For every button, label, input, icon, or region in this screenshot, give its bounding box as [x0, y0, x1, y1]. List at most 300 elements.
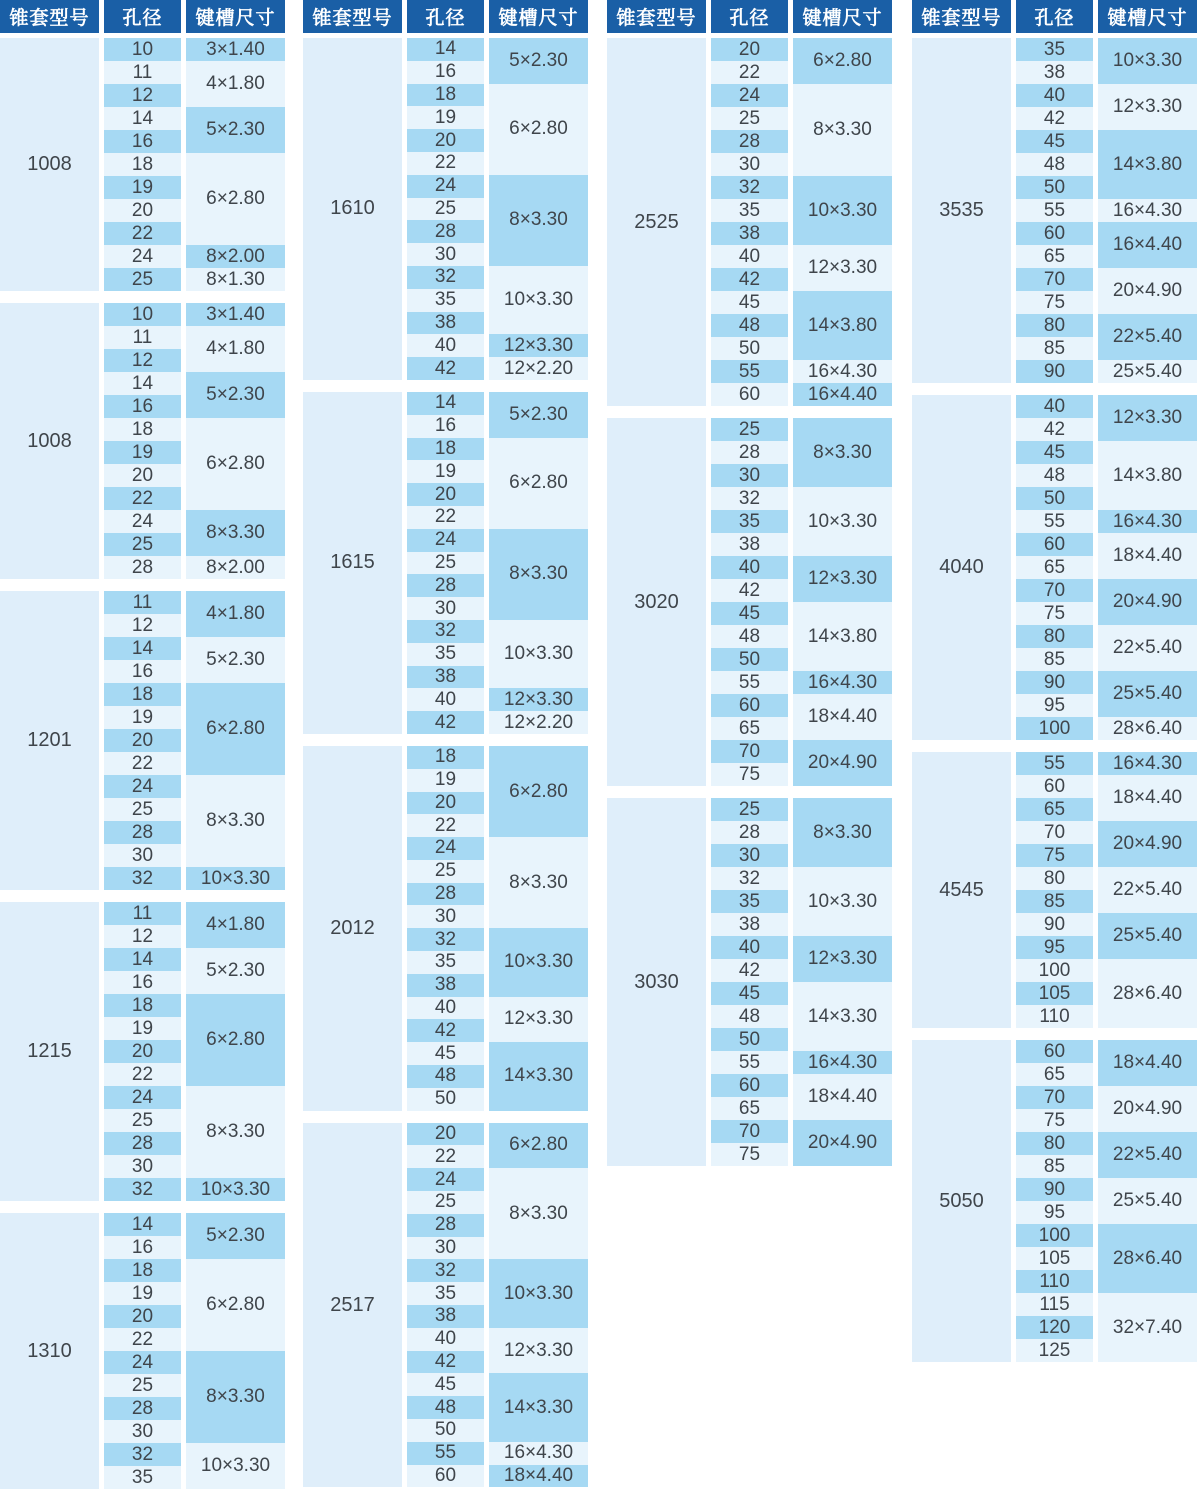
- keyway-cell: 12×3.30: [489, 997, 588, 1043]
- bore-cell: 22: [407, 814, 484, 837]
- bore-cell: 25: [407, 860, 484, 883]
- bore-cell: 16: [104, 971, 181, 994]
- bore-cell: 40: [407, 334, 484, 357]
- keyway-cell: 5×2.30: [186, 948, 285, 994]
- bore-cell: 24: [104, 245, 181, 268]
- bore-cell: 55: [407, 1442, 484, 1465]
- model-cell: 4040: [912, 395, 1011, 740]
- keyway-cell: 8×2.00: [186, 556, 285, 579]
- bore-cell: 50: [711, 1028, 788, 1051]
- bore-cell: 32: [104, 867, 181, 890]
- header-cell-model: 锥套型号: [303, 0, 402, 33]
- keyway-cell: 12×3.30: [489, 1328, 588, 1374]
- keyway-cell: 8×3.30: [489, 175, 588, 266]
- keyway-cell: 20×4.90: [1098, 579, 1197, 625]
- bore-cell: 22: [104, 1328, 181, 1351]
- column-group-2: [303, 0, 588, 1499]
- keyway-cell: 22×5.40: [1098, 314, 1197, 360]
- keyway-cell: 10×3.30: [1098, 38, 1197, 84]
- keyway-cell: 12×3.30: [489, 334, 588, 357]
- bore-cell: 19: [104, 1282, 181, 1305]
- bore-cell: 60: [1016, 533, 1093, 556]
- bore-cell: 12: [104, 349, 181, 372]
- keyway-cell: 20×4.90: [1098, 1086, 1197, 1132]
- bore-cell: 90: [1016, 671, 1093, 694]
- keyway-cell: 14×3.80: [793, 291, 892, 360]
- bore-cell: 30: [407, 243, 484, 266]
- bore-cell: 19: [104, 1017, 181, 1040]
- bore-cell: 38: [407, 312, 484, 335]
- bore-cell: 60: [711, 694, 788, 717]
- header-row: [0, 0, 285, 33]
- bore-cell: 32: [407, 266, 484, 289]
- bore-cell: 50: [407, 1088, 484, 1111]
- model-cell: 1008: [0, 303, 99, 579]
- bore-cell: 45: [711, 982, 788, 1005]
- keyway-cell: 14×3.80: [793, 602, 892, 671]
- bore-cell: 38: [711, 222, 788, 245]
- bore-cell: 90: [1016, 360, 1093, 383]
- bore-cell: 18: [104, 994, 181, 1017]
- bore-cell: 25: [104, 1374, 181, 1397]
- model-cell: 2517: [303, 1123, 402, 1488]
- bore-cell: 30: [407, 597, 484, 620]
- spec-table-3030: [607, 798, 892, 1166]
- bore-cell: 80: [1016, 1132, 1093, 1155]
- keyway-cell: 12×3.30: [793, 556, 892, 602]
- keyway-cell: 10×3.30: [489, 266, 588, 334]
- model-cell: 3030: [607, 798, 706, 1166]
- bore-cell: 40: [711, 556, 788, 579]
- keyway-cell: 10×3.30: [793, 176, 892, 245]
- bore-cell: 24: [711, 84, 788, 107]
- bore-cell: 50: [1016, 487, 1093, 510]
- column-group-3: [607, 0, 892, 1178]
- bore-cell: 28: [711, 821, 788, 844]
- keyway-cell: 22×5.40: [1098, 625, 1197, 671]
- keyway-cell: 10×3.30: [489, 620, 588, 688]
- bore-cell: 22: [711, 61, 788, 84]
- bore-cell: 35: [407, 1282, 484, 1305]
- spec-table-2012: [303, 746, 588, 1111]
- keyway-cell: 8×3.30: [489, 837, 588, 928]
- header-cell-keyway: 键槽尺寸: [489, 0, 588, 33]
- bore-cell: 25: [104, 533, 181, 556]
- bore-cell: 16: [407, 415, 484, 438]
- bore-cell: 50: [711, 648, 788, 671]
- bore-cell: 18: [407, 84, 484, 107]
- bore-cell: 42: [407, 357, 484, 380]
- bore-cell: 42: [407, 711, 484, 734]
- bore-cell: 20: [104, 464, 181, 487]
- bore-cell: 105: [1016, 1247, 1093, 1270]
- keyway-cell: 8×3.30: [793, 798, 892, 867]
- bore-cell: 38: [407, 1305, 484, 1328]
- bore-cell: 55: [711, 360, 788, 383]
- bore-cell: 55: [1016, 199, 1093, 222]
- bore-cell: 38: [407, 974, 484, 997]
- bore-cell: 20: [104, 199, 181, 222]
- bore-cell: 24: [407, 1168, 484, 1191]
- bore-cell: 60: [1016, 222, 1093, 245]
- keyway-cell: 16×4.30: [1098, 510, 1197, 533]
- bore-cell: 35: [711, 890, 788, 913]
- bore-cell: 32: [711, 867, 788, 890]
- bore-cell: 40: [407, 688, 484, 711]
- bore-cell: 75: [1016, 291, 1093, 314]
- keyway-cell: 6×2.80: [489, 1123, 588, 1169]
- bore-cell: 10: [104, 38, 181, 61]
- bore-cell: 48: [711, 314, 788, 337]
- keyway-cell: 12×2.20: [489, 711, 588, 734]
- keyway-cell: 8×3.30: [186, 775, 285, 867]
- header-cell-model: 锥套型号: [607, 0, 706, 33]
- header-cell-bore: 孔径: [1016, 0, 1093, 33]
- bore-cell: 20: [711, 38, 788, 61]
- bore-cell: 65: [711, 717, 788, 740]
- bore-cell: 28: [407, 883, 484, 906]
- bore-cell: 18: [104, 683, 181, 706]
- bore-cell: 35: [407, 289, 484, 312]
- column-group-4: [912, 0, 1197, 1374]
- bore-cell: 45: [1016, 441, 1093, 464]
- keyway-cell: 12×3.30: [793, 936, 892, 982]
- bore-cell: 115: [1016, 1293, 1093, 1316]
- bore-cell: 45: [1016, 130, 1093, 153]
- bore-cell: 55: [711, 1051, 788, 1074]
- bore-cell: 42: [1016, 418, 1093, 441]
- bore-cell: 28: [104, 1132, 181, 1155]
- bore-cell: 14: [407, 392, 484, 415]
- keyway-cell: 28×6.40: [1098, 1224, 1197, 1293]
- bore-cell: 65: [1016, 245, 1093, 268]
- spec-table-1615: [303, 392, 588, 734]
- bore-cell: 11: [104, 591, 181, 614]
- bore-cell: 32: [711, 176, 788, 199]
- bore-cell: 110: [1016, 1270, 1093, 1293]
- bore-cell: 19: [104, 706, 181, 729]
- bore-cell: 19: [407, 769, 484, 792]
- bore-cell: 100: [1016, 1224, 1093, 1247]
- header-cell-keyway: 键槽尺寸: [186, 0, 285, 33]
- bore-cell: 19: [104, 176, 181, 199]
- bore-cell: 24: [104, 510, 181, 533]
- bore-cell: 65: [711, 1097, 788, 1120]
- bore-cell: 25: [104, 1109, 181, 1132]
- bore-cell: 60: [407, 1465, 484, 1488]
- bore-cell: 20: [407, 483, 484, 506]
- bore-cell: 60: [711, 1074, 788, 1097]
- bore-cell: 18: [104, 1259, 181, 1282]
- model-cell: 1310: [0, 1213, 99, 1489]
- bore-cell: 48: [1016, 464, 1093, 487]
- spec-table-2525: [607, 38, 892, 406]
- model-cell: 1615: [303, 392, 402, 734]
- bore-cell: 70: [711, 740, 788, 763]
- bore-cell: 16: [104, 395, 181, 418]
- bore-cell: 22: [407, 152, 484, 175]
- bore-cell: 42: [711, 268, 788, 291]
- keyway-cell: 4×1.80: [186, 326, 285, 372]
- keyway-cell: 4×1.80: [186, 902, 285, 948]
- keyway-cell: 6×2.80: [186, 153, 285, 245]
- bore-cell: 20: [104, 1305, 181, 1328]
- bore-cell: 32: [104, 1443, 181, 1466]
- bore-cell: 25: [104, 798, 181, 821]
- bore-cell: 60: [1016, 775, 1093, 798]
- keyway-cell: 16×4.30: [489, 1442, 588, 1465]
- keyway-cell: 8×3.30: [793, 84, 892, 176]
- bore-cell: 40: [1016, 395, 1093, 418]
- header-cell-keyway: 键槽尺寸: [793, 0, 892, 33]
- bore-cell: 75: [711, 1143, 788, 1166]
- keyway-cell: 20×4.90: [793, 1120, 892, 1166]
- bore-cell: 100: [1016, 959, 1093, 982]
- spec-table-1008: [0, 303, 285, 579]
- keyway-cell: 10×3.30: [186, 867, 285, 890]
- bore-cell: 38: [1016, 61, 1093, 84]
- bore-cell: 30: [407, 1237, 484, 1260]
- keyway-cell: 20×4.90: [1098, 268, 1197, 314]
- bore-cell: 22: [104, 487, 181, 510]
- keyway-cell: 14×3.30: [793, 982, 892, 1051]
- spec-table-4040: [912, 395, 1197, 740]
- bore-cell: 25: [407, 552, 484, 575]
- bore-cell: 35: [711, 199, 788, 222]
- header-cell-keyway: 键槽尺寸: [1098, 0, 1197, 33]
- keyway-cell: 8×3.30: [489, 529, 588, 620]
- bore-cell: 95: [1016, 1201, 1093, 1224]
- model-cell: 2525: [607, 38, 706, 406]
- keyway-cell: 8×3.30: [489, 1168, 588, 1259]
- header-row: [912, 0, 1197, 33]
- model-cell: 1215: [0, 902, 99, 1201]
- bore-cell: 32: [407, 1259, 484, 1282]
- bore-cell: 20: [104, 1040, 181, 1063]
- keyway-cell: 28×6.40: [1098, 959, 1197, 1028]
- bore-cell: 11: [104, 902, 181, 925]
- keyway-cell: 32×7.40: [1098, 1293, 1197, 1362]
- bore-cell: 12: [104, 614, 181, 637]
- header-cell-bore: 孔径: [711, 0, 788, 33]
- bore-cell: 125: [1016, 1339, 1093, 1362]
- bore-cell: 12: [104, 84, 181, 107]
- model-cell: 3020: [607, 418, 706, 786]
- keyway-cell: 8×3.30: [186, 1086, 285, 1178]
- keyway-cell: 22×5.40: [1098, 867, 1197, 913]
- bore-cell: 22: [104, 1063, 181, 1086]
- bore-cell: 45: [407, 1373, 484, 1396]
- bore-cell: 24: [104, 775, 181, 798]
- keyway-cell: 18×4.40: [1098, 1040, 1197, 1086]
- bore-cell: 40: [1016, 84, 1093, 107]
- bore-cell: 48: [407, 1065, 484, 1088]
- keyway-cell: 18×4.40: [1098, 775, 1197, 821]
- bore-cell: 70: [1016, 268, 1093, 291]
- spec-table-1215: [0, 902, 285, 1201]
- spec-table-3535: [912, 38, 1197, 383]
- keyway-cell: 28×6.40: [1098, 717, 1197, 740]
- keyway-cell: 25×5.40: [1098, 913, 1197, 959]
- keyway-cell: 5×2.30: [186, 1213, 285, 1259]
- bore-cell: 70: [711, 1120, 788, 1143]
- spec-table-1610: [303, 38, 588, 380]
- keyway-cell: 10×3.30: [793, 487, 892, 556]
- bore-cell: 45: [711, 291, 788, 314]
- bore-cell: 120: [1016, 1316, 1093, 1339]
- bore-cell: 16: [104, 1236, 181, 1259]
- bore-cell: 28: [407, 574, 484, 597]
- keyway-cell: 8×3.30: [186, 1351, 285, 1443]
- bore-cell: 14: [104, 948, 181, 971]
- bore-cell: 16: [407, 61, 484, 84]
- bore-cell: 30: [104, 1155, 181, 1178]
- bore-cell: 40: [711, 245, 788, 268]
- bore-cell: 35: [104, 1466, 181, 1489]
- keyway-cell: 5×2.30: [489, 38, 588, 84]
- spec-table-2517: [303, 1123, 588, 1488]
- bore-cell: 18: [104, 153, 181, 176]
- keyway-cell: 6×2.80: [793, 38, 892, 84]
- keyway-cell: 20×4.90: [793, 740, 892, 786]
- keyway-cell: 22×5.40: [1098, 1132, 1197, 1178]
- bore-cell: 85: [1016, 890, 1093, 913]
- bore-cell: 19: [407, 106, 484, 129]
- keyway-cell: 12×3.30: [1098, 84, 1197, 130]
- bore-cell: 50: [711, 337, 788, 360]
- bore-cell: 55: [711, 671, 788, 694]
- bore-cell: 22: [104, 222, 181, 245]
- bore-cell: 48: [1016, 153, 1093, 176]
- bore-cell: 100: [1016, 717, 1093, 740]
- bore-cell: 42: [407, 1351, 484, 1374]
- bore-cell: 38: [407, 666, 484, 689]
- keyway-cell: 8×2.00: [186, 245, 285, 268]
- bore-cell: 24: [104, 1086, 181, 1109]
- bore-cell: 75: [711, 763, 788, 786]
- bore-cell: 55: [1016, 752, 1093, 775]
- bore-cell: 60: [1016, 1040, 1093, 1063]
- keyway-cell: 12×3.30: [1098, 395, 1197, 441]
- bore-cell: 20: [407, 792, 484, 815]
- bore-cell: 16: [104, 660, 181, 683]
- keyway-cell: 8×3.30: [793, 418, 892, 487]
- bore-cell: 30: [711, 153, 788, 176]
- bore-cell: 20: [407, 1123, 484, 1146]
- keyway-cell: 14×3.30: [489, 1042, 588, 1110]
- keyway-cell: 6×2.80: [186, 683, 285, 775]
- bore-cell: 55: [1016, 510, 1093, 533]
- bore-cell: 35: [407, 643, 484, 666]
- bore-cell: 110: [1016, 1005, 1093, 1028]
- keyway-cell: 16×4.30: [793, 671, 892, 694]
- bore-cell: 11: [104, 61, 181, 84]
- bore-cell: 30: [407, 905, 484, 928]
- bore-cell: 25: [711, 798, 788, 821]
- spec-table-4545: [912, 752, 1197, 1028]
- bore-cell: 28: [104, 1397, 181, 1420]
- keyway-cell: 25×5.40: [1098, 1178, 1197, 1224]
- keyway-cell: 10×3.30: [793, 867, 892, 936]
- bore-cell: 25: [711, 418, 788, 441]
- bore-cell: 35: [407, 951, 484, 974]
- bore-cell: 18: [104, 418, 181, 441]
- bore-cell: 20: [104, 729, 181, 752]
- bore-cell: 16: [104, 130, 181, 153]
- bore-cell: 75: [1016, 602, 1093, 625]
- keyway-cell: 16×4.30: [793, 1051, 892, 1074]
- bore-cell: 25: [104, 268, 181, 291]
- keyway-cell: 12×2.20: [489, 357, 588, 380]
- header-cell-model: 锥套型号: [0, 0, 99, 33]
- keyway-cell: 3×1.40: [186, 303, 285, 326]
- header-row: [607, 0, 892, 33]
- bore-cell: 18: [407, 438, 484, 461]
- bore-cell: 45: [407, 1042, 484, 1065]
- keyway-cell: 3×1.40: [186, 38, 285, 61]
- bore-cell: 19: [104, 441, 181, 464]
- keyway-cell: 4×1.80: [186, 591, 285, 637]
- bore-cell: 10: [104, 303, 181, 326]
- bore-cell: 80: [1016, 314, 1093, 337]
- keyway-cell: 5×2.30: [186, 372, 285, 418]
- header-row: [303, 0, 588, 33]
- bore-cell: 11: [104, 326, 181, 349]
- keyway-cell: 16×4.30: [1098, 752, 1197, 775]
- bore-cell: 95: [1016, 694, 1093, 717]
- bore-cell: 42: [711, 579, 788, 602]
- keyway-cell: 12×3.30: [793, 245, 892, 291]
- bore-cell: 105: [1016, 982, 1093, 1005]
- bore-cell: 32: [407, 928, 484, 951]
- keyway-cell: 10×3.30: [186, 1178, 285, 1201]
- header-cell-bore: 孔径: [407, 0, 484, 33]
- keyway-cell: 20×4.90: [1098, 821, 1197, 867]
- bore-cell: 65: [1016, 798, 1093, 821]
- model-cell: 4545: [912, 752, 1011, 1028]
- keyway-cell: 16×4.30: [793, 360, 892, 383]
- bore-cell: 38: [711, 913, 788, 936]
- keyway-cell: 4×1.80: [186, 61, 285, 107]
- keyway-cell: 10×3.30: [186, 1443, 285, 1489]
- bore-cell: 14: [104, 372, 181, 395]
- bore-cell: 75: [1016, 844, 1093, 867]
- bore-cell: 40: [711, 936, 788, 959]
- model-cell: 2012: [303, 746, 402, 1111]
- bore-cell: 48: [711, 1005, 788, 1028]
- keyway-cell: 25×5.40: [1098, 671, 1197, 717]
- keyway-cell: 14×3.80: [1098, 441, 1197, 510]
- bore-cell: 95: [1016, 936, 1093, 959]
- keyway-cell: 8×1.30: [186, 268, 285, 291]
- keyway-cell: 16×4.40: [1098, 222, 1197, 268]
- bore-cell: 35: [711, 510, 788, 533]
- bore-cell: 48: [711, 625, 788, 648]
- keyway-cell: 18×4.40: [793, 694, 892, 740]
- bore-cell: 24: [407, 175, 484, 198]
- model-cell: 1008: [0, 38, 99, 291]
- bore-cell: 60: [711, 383, 788, 406]
- bore-cell: 32: [407, 620, 484, 643]
- bore-cell: 22: [104, 752, 181, 775]
- bore-cell: 20: [407, 129, 484, 152]
- bore-cell: 28: [104, 556, 181, 579]
- keyway-cell: 18×4.40: [793, 1074, 892, 1120]
- keyway-cell: 12×3.30: [489, 688, 588, 711]
- model-cell: 1201: [0, 591, 99, 890]
- bore-cell: 25: [407, 198, 484, 221]
- keyway-cell: 16×4.40: [793, 383, 892, 406]
